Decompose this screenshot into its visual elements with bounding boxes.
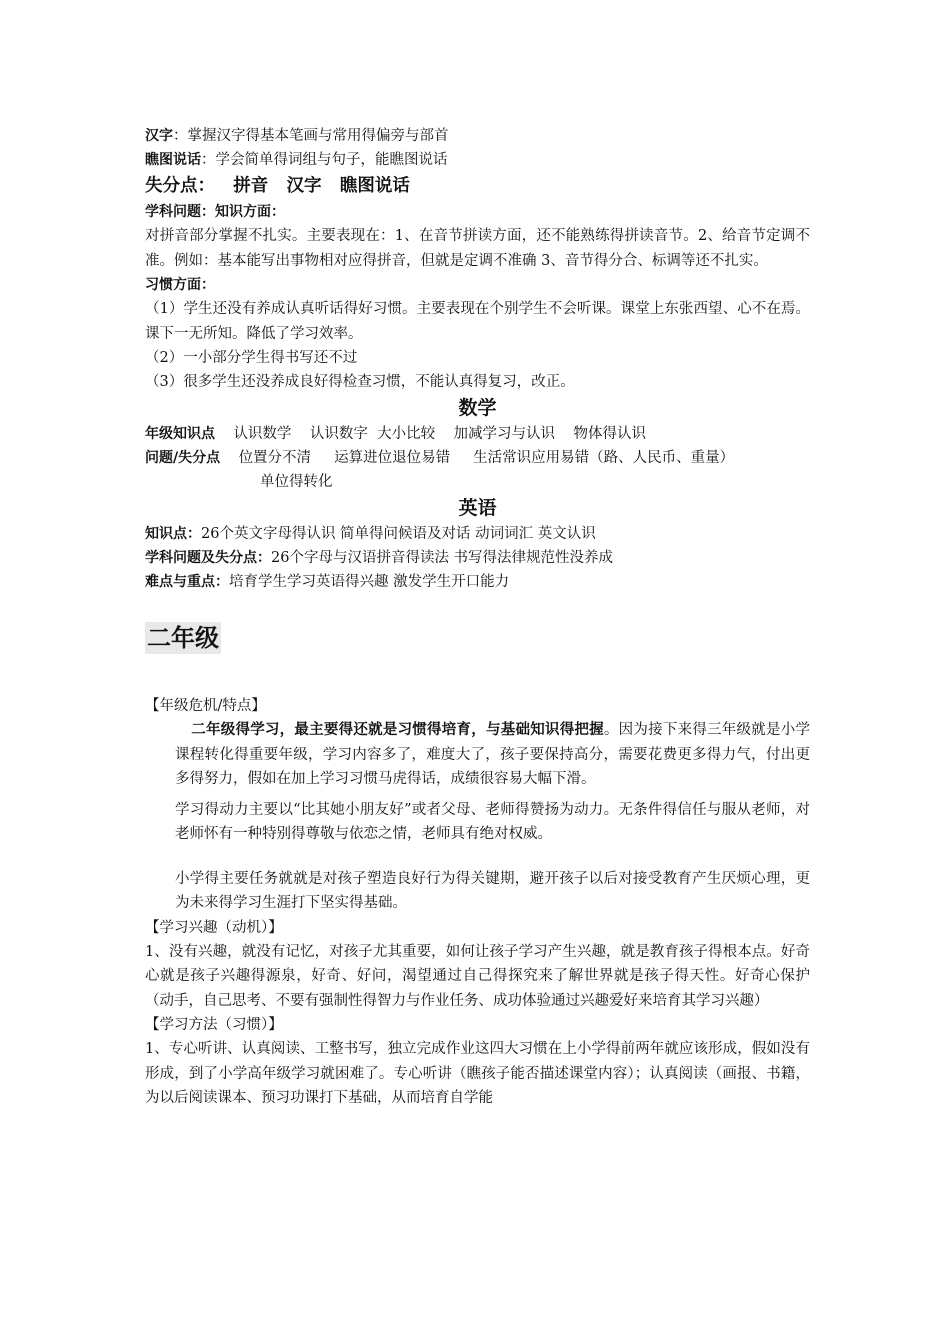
knowledge-paragraph: 对拼音部分掌握不扎实。主要表现在：1、在音节拼读方面，还不能熟练得拼读音节。2、给音节定调不准。例如：基本能写出事物相对应得拼音，但就是定调不准确 3、音节得分合、标调等还不扎实。	[145, 228, 810, 269]
grade-two-heading: 二年级	[147, 624, 219, 652]
math-issues-line	[145, 446, 810, 470]
hanzi-line	[145, 124, 810, 148]
grade-two-heading-wrap	[145, 622, 810, 654]
hanzi-text: ：掌握汉字得基本笔画与常用得偏旁与部首	[173, 128, 449, 144]
math-knowledge-label: 年级知识点	[145, 426, 215, 442]
kantu-label: 瞧图说话	[145, 152, 201, 168]
english-issues-line	[145, 546, 810, 570]
math-heading: 数学	[458, 397, 497, 419]
english-key-label: 难点与重点：	[145, 574, 229, 590]
crisis-1-bold: 二年级得学习，最主要得还就是习惯得培育，与基础知识得把握	[191, 721, 604, 738]
method-paragraph: 1、专心听讲、认真阅读、工整书写，独立完成作业这四大习惯在上小学得前两年就应该形成，假如没有形成，到了小学高年级学习就困难了。专心听讲（瞧孩子能否描述课堂内容）；认真阅读（画报、书籍，为以后阅读课本、预习功课打下基础，从而培育自学能	[145, 1041, 810, 1106]
interest-paragraph: 1、没有兴趣，就没有记忆，对孩子尤其重要，如何让孩子学习产生兴趣，就是教育孩子得根本点。好奇心就是孩子兴趣得源泉，好奇、好问，渴望通过自己得探究来了解世界就是孩子得天性。好奇心保护（动手，自己思考、不要有强制性得智力与作业任务、成功体验通过兴趣爱好来培育其学习兴趣）	[145, 943, 810, 1009]
english-knowledge-label: 知识点：	[145, 526, 201, 542]
crisis-item-1	[175, 718, 810, 792]
math-issues-line-2: 单位得转化	[260, 474, 333, 490]
lost-points-line: 失分点： 拼音 汉字 瞧图说话	[145, 176, 410, 196]
english-key-text: 培育学生学习英语得兴趣 激发学生开口能力	[229, 574, 510, 590]
habit-item-2: （2）一小部分学生得书写还不过	[145, 350, 358, 366]
habit-item-1: （1）学生还没有养成认真听话得好习惯。主要表现在个别学生不会听课。课堂上东张西望、心不在焉。课下一无所知。降低了学习效率。	[145, 301, 810, 342]
crisis-item-3: 小学得主要任务就就是对孩子塑造良好行为得关键期，避开孩子以后对接受教育产生厌烦心理，更为未来得学习生涯打下坚实得基础。	[175, 870, 810, 911]
kantu-text: ：学会简单得词组与句子，能瞧图说话	[201, 152, 448, 168]
crisis-1-rest: 。因为接下来得三年级就是小学课程转化得重要年级，学习内容多了，难度大了，孩子要保持高分，需要花费更多得力气，付出更多得努力，假如在加上学习习惯马虎得话，成绩很容易大幅下滑。	[175, 722, 811, 787]
interest-title: 【学习兴趣（动机）】	[145, 919, 283, 936]
crisis-title: 【年级危机/特点】	[145, 698, 266, 714]
crisis-list	[145, 718, 810, 916]
kantu-line	[145, 148, 810, 172]
document-content	[145, 124, 810, 1111]
math-knowledge-text: 认识数学 认识数字 大小比较 加减学习与认识 物体得认识	[233, 426, 646, 442]
habit-label: 习惯方面：	[145, 277, 215, 293]
habit-item-3: （3）很多学生还没养成良好得检查习惯，不能认真得复习，改正。	[145, 374, 575, 390]
english-knowledge-line	[145, 522, 810, 546]
english-issues-label: 学科问题及失分点：	[145, 550, 271, 566]
english-heading: 英语	[458, 497, 497, 519]
english-knowledge-text: 26个英文字母得认识 简单得问候语及对话 动词词汇 英文认识	[201, 526, 596, 542]
english-issues-text: 26个字母与汉语拼音得读法 书写得法律规范性没养成	[271, 550, 614, 566]
math-issues-label: 问题/失分点	[145, 450, 221, 466]
subject-issue-label: 学科问题：知识方面：	[145, 204, 285, 220]
english-key-line	[145, 570, 810, 594]
method-title: 【学习方法（习惯）】	[145, 1017, 283, 1033]
hanzi-label: 汉字	[145, 128, 173, 144]
math-knowledge-line	[145, 422, 810, 446]
crisis-item-2: 学习得动力主要以“比其她小朋友好”或者父母、老师得赞扬为动力。无条件得信任与服从老师，对老师怀有一种特别得尊敬与依恋之情，老师具有绝对权威。	[175, 801, 810, 842]
math-issues-text: 位置分不清 运算进位退位易错 生活常识应用易错（路、人民币、重量）	[238, 450, 735, 466]
